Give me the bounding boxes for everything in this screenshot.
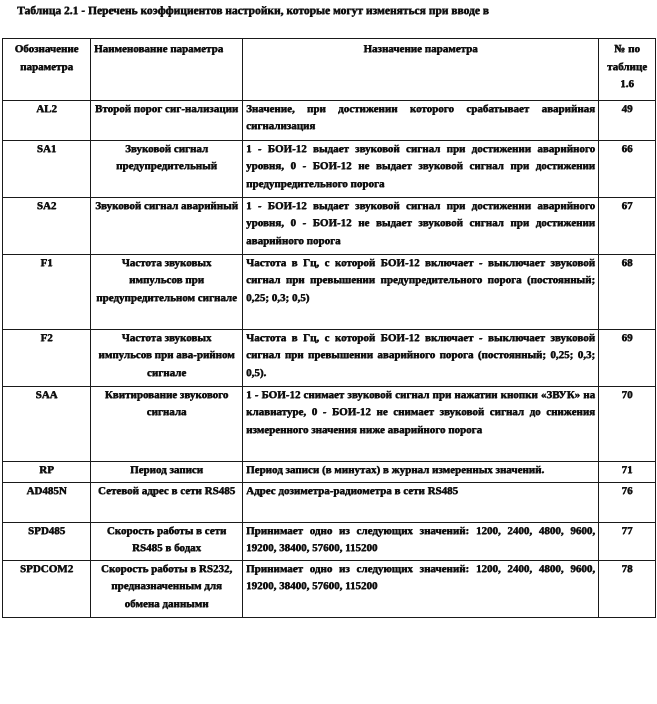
table-row (3, 254, 656, 329)
table-row (3, 100, 656, 140)
row-description: 1 - БОИ-12 выдает звуковой сигнал при достижении аварийного уровня, 0 - БОИ-12 не выдает звуковой сигнал при достижении аварийного порога (243, 197, 599, 254)
table-row (3, 522, 656, 560)
table-row (3, 386, 656, 461)
table-row (3, 461, 656, 482)
row-table-number: 49 (599, 100, 656, 140)
row-name: Второй порог сиг-нализации (91, 100, 243, 140)
row-description: Значение, при достижении которого срабатывает аварийная сигнализация (243, 100, 599, 140)
row-table-number: 69 (599, 329, 656, 386)
table-row (3, 560, 656, 617)
row-name: Скорость работы в сети RS485 в бодах (91, 522, 243, 560)
parameters-table (2, 38, 656, 618)
table-row (3, 197, 656, 254)
row-code: SA1 (3, 140, 91, 197)
row-table-number: 71 (599, 461, 656, 482)
row-description: Принимает одно из следующих значений: 1200, 2400, 4800, 9600, 19200, 38400, 57600, 115200 (243, 560, 599, 617)
row-code: RP (3, 461, 91, 482)
table-caption: Таблица 2.1 - Перечень коэффициентов настройки, которые могут изменяться при вводе в (17, 5, 489, 17)
row-table-number: 66 (599, 140, 656, 197)
row-description: Период записи (в минутах) в журнал измеренных значений. (243, 461, 599, 482)
row-code: SPDCOM2 (3, 560, 91, 617)
row-name: Звуковой сигнал предупредительный (91, 140, 243, 197)
row-code: AD485N (3, 482, 91, 522)
row-name: Частота звуковых импульсов при предупредительном сигнале (91, 254, 243, 329)
row-code: AL2 (3, 100, 91, 140)
row-code: SPD485 (3, 522, 91, 560)
row-description: 1 - БОИ-12 снимает звуковой сигнал при нажатии кнопки «ЗВУК» на клавиатуре, 0 - БОИ-12 не снимает звуковой сигнал до снижения измеренного значения ниже аварийного порога (243, 386, 599, 461)
row-table-number: 68 (599, 254, 656, 329)
row-code: SAA (3, 386, 91, 461)
row-table-number: 76 (599, 482, 656, 522)
row-description: Частота в Гц, с которой БОИ-12 включает - выключает звуковой сигнал при превышении предупредительного порога (постоянный; 0,25; 0,3; 0,5) (243, 254, 599, 329)
table-header-row (3, 39, 656, 101)
row-name: Звуковой сигнал аварийный (91, 197, 243, 254)
row-table-number: 78 (599, 560, 656, 617)
row-name: Сетевой адрес в сети RS485 (91, 482, 243, 522)
header-code: Обозначение параметра (3, 39, 91, 101)
row-name: Квитирование звукового сигнала (91, 386, 243, 461)
table-row (3, 329, 656, 386)
header-name: Наименование параметра (91, 39, 243, 101)
row-table-number: 67 (599, 197, 656, 254)
row-name: Период записи (91, 461, 243, 482)
row-description: Принимает одно из следующих значений: 1200, 2400, 4800, 9600, 19200, 38400, 57600, 115200 (243, 522, 599, 560)
header-table-number: № по таблице 1.6 (599, 39, 656, 101)
row-table-number: 77 (599, 522, 656, 560)
row-name: Скорость работы в RS232, предназначенным для обмена данными (91, 560, 243, 617)
row-code: SA2 (3, 197, 91, 254)
blank-page-area (0, 620, 657, 704)
table-row (3, 482, 656, 522)
row-code: F1 (3, 254, 91, 329)
row-code: F2 (3, 329, 91, 386)
row-description: Частота в Гц, с которой БОИ-12 включает - выключает звуковой сигнал при превышении аварийного порога (постоянный; 0,25; 0,3; 0,5). (243, 329, 599, 386)
table-row (3, 140, 656, 197)
header-description: Назначение параметра (243, 39, 599, 101)
row-name: Частота звуковых импульсов при ава-рийном сигнале (91, 329, 243, 386)
row-description: 1 - БОИ-12 выдает звуковой сигнал при достижении аварийного уровня, 0 - БОИ-12 не выдает звуковой сигнал при достижении предупредительного порога (243, 140, 599, 197)
row-description: Адрес дозиметра-радиометра в сети RS485 (243, 482, 599, 522)
row-table-number: 70 (599, 386, 656, 461)
